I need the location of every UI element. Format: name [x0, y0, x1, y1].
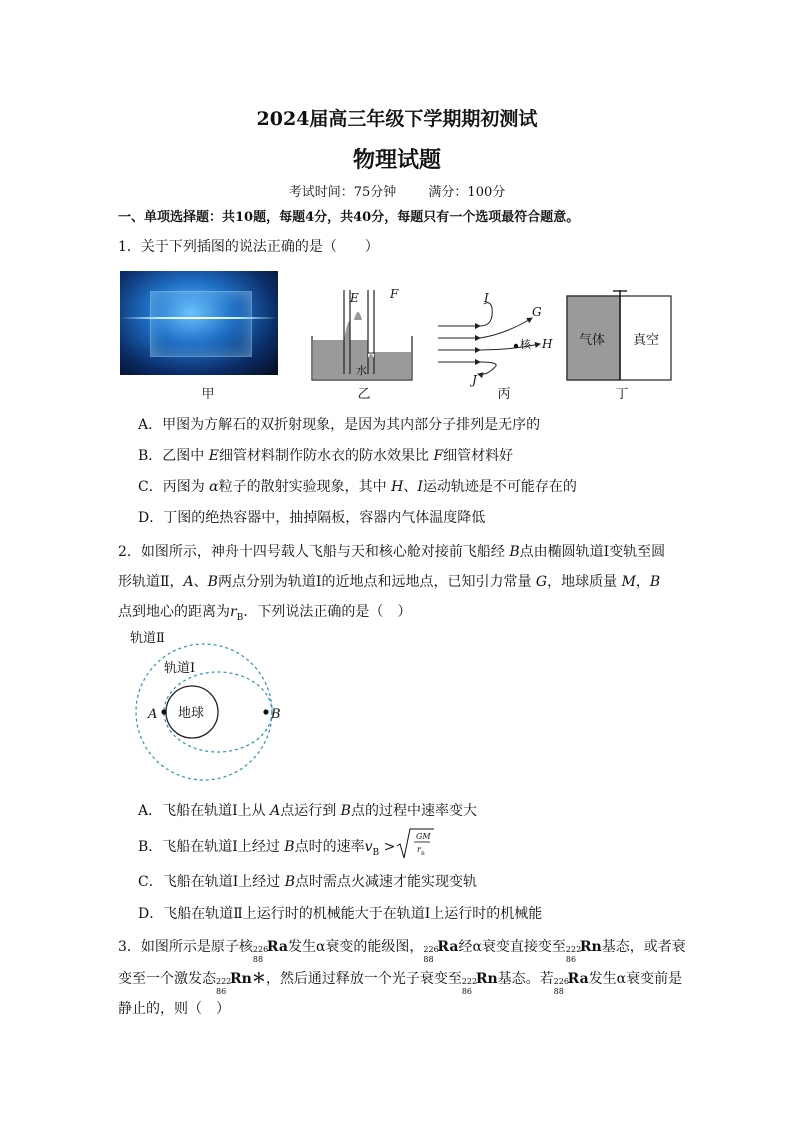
section-heading: 一、单项选择题：共10题，每题4分，共40分，每题只有一个选项最符合题意。: [118, 210, 580, 225]
question-1-stem: 1．关于下列插图的说法正确的是（ ）: [118, 239, 379, 255]
subject-title: 物理试题: [352, 147, 441, 173]
q1-c-pre: C．丙图为: [138, 479, 210, 495]
question-2-line-2: [118, 567, 688, 597]
rn-mass-2: 222: [216, 977, 232, 986]
label-water: 水: [356, 364, 367, 377]
q2-option-a: [138, 800, 477, 820]
q2-a-post: 点的过程中速率变大: [350, 803, 477, 819]
q2-option-b: [138, 836, 395, 858]
sqrt-denominator-sub: B: [421, 851, 425, 857]
label-gas: 气体: [579, 333, 606, 348]
ra-mass-2: 226: [423, 945, 439, 954]
q3-l2-b: ，然后通过释放一个光子衰变至: [265, 971, 462, 987]
ra-z-3: 88: [553, 987, 564, 996]
alpha-scattering-figure: [436, 290, 556, 386]
label-vacuum: 真空: [633, 333, 660, 348]
q1-b-e: E: [208, 448, 219, 464]
label-G: G: [532, 305, 542, 319]
q2-l2-g: G: [535, 574, 548, 590]
q2-l1-pre: 2．如图所示，神舟十四号载人飞船与天和核心舱对接前飞船经: [118, 544, 510, 560]
sqrt-formula: [396, 826, 436, 862]
q1-c-sep: 、: [403, 479, 418, 495]
q2-a-mid: 点运行到: [280, 803, 341, 819]
ra-symbol-3: Ra: [567, 971, 589, 987]
q2-l3-r: r: [230, 604, 237, 620]
q1-option-c: [138, 476, 577, 496]
q2-l2-post: ，: [635, 574, 650, 590]
q2-b-b: B: [284, 839, 295, 855]
caption-ding: 丁: [615, 387, 629, 402]
ra-z-1: 88: [252, 955, 264, 964]
q1-b-mid: 细管材料制作防水衣的防水效果比: [218, 448, 434, 464]
q1-c-alpha: α: [209, 479, 219, 495]
q1-option-a: A．甲图为方解石的双折射现象，是因为其内部分子排列是无序的: [138, 417, 541, 433]
q2-l2-pre: 形轨道Ⅱ，: [118, 574, 184, 590]
q2-l2-a: A: [183, 574, 194, 590]
adiabatic-container-figure: [565, 288, 675, 384]
q2-l3-sub: B: [236, 612, 244, 623]
rn-symbol-3: Rn: [475, 971, 498, 987]
question-2-line-1: [118, 537, 688, 567]
label-F: F: [390, 287, 399, 301]
q2-l3-pre: 点到地心的距离为: [118, 604, 230, 620]
q2-a-b: B: [340, 803, 351, 819]
orbit-figure: [118, 626, 281, 786]
q1-c-post: 运动轨迹是不可能存在的: [422, 479, 577, 495]
q2-l3-post: ．下列说法正确的是（ ）: [243, 604, 412, 620]
ra-mass-1: 226: [252, 945, 269, 954]
q1-c-h: H: [391, 479, 404, 495]
q2-a-a: A: [270, 803, 281, 819]
q2-option-c: [138, 871, 477, 891]
rn-z-3: 86: [461, 987, 473, 996]
q3-l2-c: 基态。若: [497, 971, 554, 987]
q3-l1-a: 3．如图所示是原子核: [118, 939, 253, 955]
label-E: E: [350, 291, 359, 305]
label-H: H: [542, 337, 553, 351]
ra-isotope-3: [553, 972, 569, 996]
q2-l1-b: B: [509, 544, 520, 560]
question-3-line-1: [118, 932, 688, 962]
ra-symbol-2: Ra: [437, 939, 459, 955]
q2-c-b: B: [284, 874, 295, 890]
q1-option-d: D．丁图的绝热容器中，抽掉隔板，容器内气体温度降低: [138, 510, 486, 526]
rn-mass-1: 222: [565, 945, 582, 954]
question-3-line-2: [118, 964, 688, 994]
q2-option-d: D．飞船在轨道Ⅱ上运行时的机械能大于在轨道Ⅰ上运行时的机械能: [138, 906, 543, 922]
q2-a-pre: A．飞船在轨道Ⅰ上从: [138, 803, 271, 819]
q2-l2-b: B: [207, 574, 218, 590]
q1-b-f: F: [433, 448, 444, 464]
rn-mass-3: 222: [461, 977, 478, 986]
q2-b-gt: >: [379, 839, 396, 855]
q2-b-sub: B: [372, 847, 380, 858]
orbit-2-label: 轨道Ⅱ: [130, 631, 165, 646]
q1-option-b: [138, 445, 513, 465]
q2-l2-m: M: [621, 574, 636, 590]
q2-l2-mid2: ，地球质量: [547, 574, 622, 590]
q2-l1-post: 点由椭圆轨道Ⅰ变轨至圆: [519, 544, 666, 560]
q3-l1-b: 发生α衰变的能级图，: [287, 939, 424, 955]
question-3-line-3: 静止的，则（ ）: [118, 1001, 230, 1017]
rn-isotope-3: [461, 972, 478, 996]
calcite-crystal-image: [120, 271, 278, 375]
caption-jia: 甲: [201, 387, 215, 402]
exam-title: 2024届高三年级下学期期初测试: [256, 108, 538, 130]
label-J: J: [472, 373, 477, 387]
caption-yi: 乙: [357, 387, 371, 402]
q2-l2-b2: B: [649, 574, 661, 590]
exam-time: 考试时间：75分钟: [288, 185, 397, 200]
rn-z-1: 86: [565, 955, 577, 964]
q3-l1-d: 基态，或者衰: [601, 939, 686, 955]
sqrt-numerator: GM: [416, 832, 431, 841]
rn-isotope-1: [565, 940, 582, 964]
rn-symbol-1: Rn: [579, 939, 602, 955]
rn-isotope-2: [216, 972, 232, 996]
label-I: I: [484, 291, 489, 305]
ra-symbol-1: Ra: [266, 939, 288, 955]
exam-score: 满分：100分: [428, 185, 506, 200]
q2-b-v: v: [364, 839, 373, 855]
point-a-label: A: [148, 707, 158, 722]
q2-l2-sep: 、: [193, 574, 208, 590]
q3-l2-d: 发生α衰变前是: [588, 971, 683, 987]
ra-z-2: 88: [423, 955, 434, 964]
q2-b-mid: 点时的速率: [294, 839, 365, 855]
caption-bing: 丙: [497, 387, 511, 402]
q3-l1-c: 经α衰变直接变至: [458, 939, 566, 955]
orbit-1-label: 轨道Ⅰ: [164, 661, 196, 676]
q1-b-pre: B．乙图中: [138, 448, 209, 464]
capillary-figure: [306, 284, 418, 384]
q1-c-i: I: [417, 479, 423, 495]
sqrt-denominator: r: [417, 845, 421, 854]
point-b-label: B: [271, 707, 281, 722]
q3-l2-a: 变至一个激发态: [118, 971, 216, 987]
label-nucleus: 核: [520, 338, 531, 351]
rn-excited-symbol: Rn＊: [230, 971, 266, 987]
q2-c-pre: C．飞船在轨道Ⅰ上经过: [138, 874, 285, 890]
q2-b-pre: B．飞船在轨道Ⅰ上经过: [138, 839, 285, 855]
ra-isotope-2: [423, 940, 439, 964]
rn-z-2: 86: [216, 987, 227, 996]
exam-meta: [0, 181, 794, 200]
q1-b-post: 细管材料好: [443, 448, 514, 464]
ra-mass-3: 226: [553, 977, 569, 986]
q2-c-post: 点时需点火减速才能实现变轨: [295, 874, 477, 890]
q1-c-mid: 粒子的散射实验现象，其中: [218, 479, 392, 495]
earth-label: 地球: [178, 706, 205, 721]
q2-l2-mid: 两点分别为轨道Ⅰ的近地点和远地点，已知引力常量: [217, 574, 536, 590]
ra-isotope-1: [252, 940, 269, 964]
